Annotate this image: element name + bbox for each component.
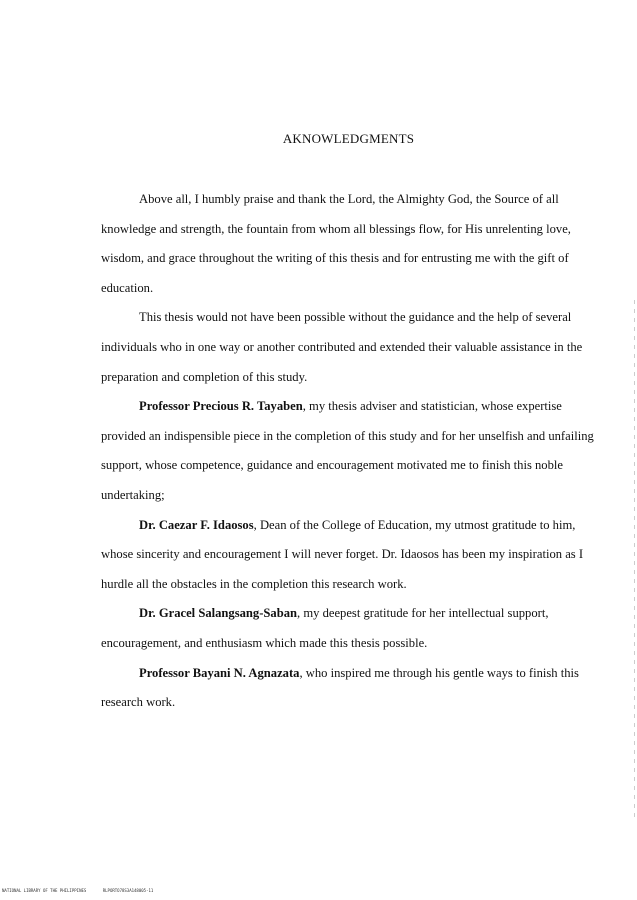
paragraph-intro: This thesis would not have been possible without the guidance and the help of several individuals who in one way or another contributed and extended their valuable assistance in the preparation and completion of this study.: [101, 310, 583, 384]
paragraph-adviser: [101, 392, 599, 510]
adviser-name: Professor Precious R. Tayaben: [139, 399, 303, 414]
footer-code: RLPORTO78S3A148005-11: [102, 888, 154, 893]
scan-edge-artifact: [634, 300, 635, 820]
agnazata-text: , who inspired me through his gentle ways to finish this research work.: [101, 665, 579, 710]
adviser-text: , my thesis adviser and statistician, whose expertise provided an indispensible piece in the completion of this study and for her unselfish and unfailing support, whose competence, guidance and encouragement motivated me to finish this noble undertaking;: [101, 399, 594, 502]
paragraph-gratitude-to-god: Above all, I humbly praise and thank the Lord, the Almighty God, the Source of all knowledge and strength, the fountain from whom all blessings flow, for His unrelenting love, wisdom, and grace throughout the writing of this thesis and for entrusting me with the gift of education.: [101, 192, 571, 295]
paragraph-dean: [101, 511, 599, 600]
page-title: AKNOWLEDGMENTS: [282, 131, 415, 146]
dean-text: , Dean of the College of Education, my utmost gratitude to him, whose sincerity and encouragement I will never forget. Dr. Idaosos has been my inspiration as I hurdle all the obstacles in the completion this research work.: [101, 517, 584, 591]
agnazata-name: Professor Bayani N. Agnazata: [139, 665, 300, 680]
acknowledgment-body: [101, 185, 599, 718]
saban-name: Dr. Gracel Salangsang-Saban: [139, 606, 298, 621]
footer-library: NATIONAL LIBRARY OF THE PHILIPPINES: [2, 888, 87, 893]
scan-footer: [2, 888, 402, 893]
paragraph-agnazata: [101, 659, 599, 718]
paragraph-saban: [101, 599, 599, 658]
dean-name: Dr. Caezar F. Idaosos: [139, 517, 254, 532]
saban-text: , my deepest gratitude for her intellectual support, encouragement, and enthusiasm which made this thesis possible.: [101, 606, 549, 650]
